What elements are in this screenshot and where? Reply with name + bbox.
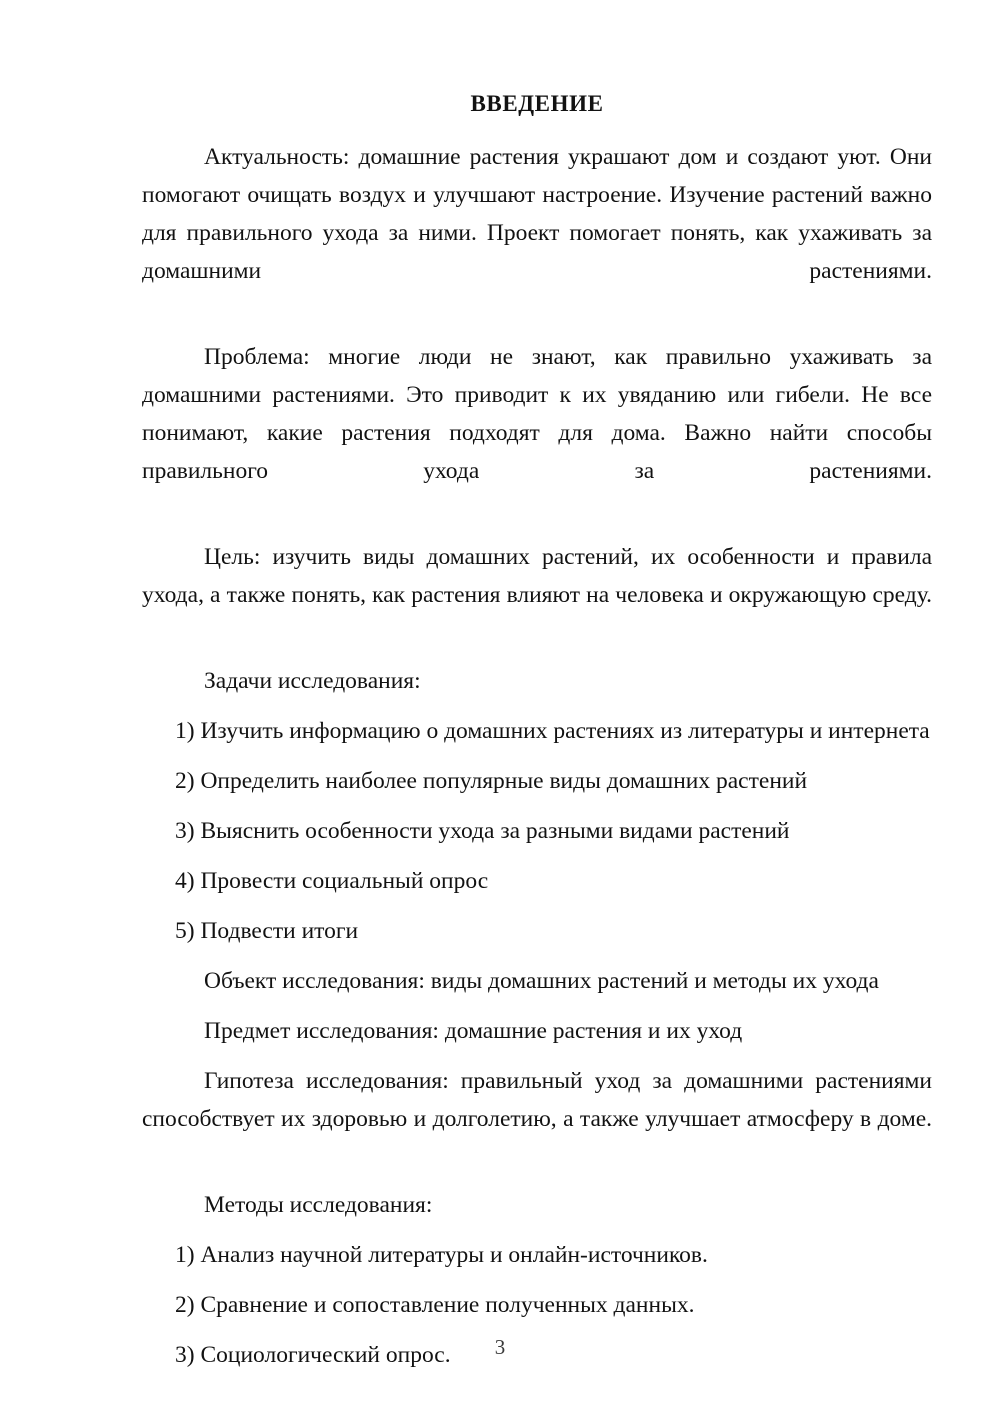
spacer <box>142 750 932 762</box>
spacer <box>142 1000 932 1012</box>
spacer <box>142 800 932 812</box>
paragraph-subject: Предмет исследования: домашние растения и их уход <box>204 1018 743 1044</box>
spacer <box>142 328 932 338</box>
page-number: 3 <box>494 1335 506 1359</box>
document-content <box>142 88 932 1374</box>
spacer <box>142 950 932 962</box>
spacer <box>142 1176 932 1186</box>
page-title: ВВЕДЕНИЕ <box>470 91 604 116</box>
list-item-method-3: 3) Социологический опрос. <box>175 1342 451 1368</box>
spacer <box>142 900 932 912</box>
list-item-task-2: 2) Определить наиболее популярные виды домашних растений <box>175 768 808 794</box>
spacer <box>142 652 932 662</box>
heading-methods: Методы исследования: <box>204 1192 433 1218</box>
spacer <box>142 1050 932 1062</box>
paragraph-relevance: Актуальность: домашние растения украшают дом и создают уют. Они помогают очищать воздух и улучшают настроение. Изучение растений важно для правильного ухода за ними. Проект помогает понять, как ухаживать за домашними растениями. <box>142 144 932 284</box>
spacer <box>142 1274 932 1286</box>
list-item-method-1: 1) Анализ научной литературы и онлайн-источников. <box>175 1242 708 1268</box>
list-item-task-5: 5) Подвести итоги <box>175 918 359 944</box>
list-item-task-3: 3) Выяснить особенности ухода за разными видами растений <box>175 818 790 844</box>
paragraph-hypothesis: Гипотеза исследования: правильный уход за домашними растениями способствует их здоровью и долголетию, а также улучшает атмосферу в доме. <box>142 1068 932 1132</box>
paragraph-object: Объект исследования: виды домашних растений и методы их ухода <box>204 968 879 994</box>
list-item-task-1: 1) Изучить информацию о домашних растениях из литературы и интернета <box>175 718 930 744</box>
heading-tasks: Задачи исследования: <box>204 668 421 694</box>
spacer <box>142 528 932 538</box>
paragraph-problem: Проблема: многие люди не знают, как правильно ухаживать за домашними растениями. Это приводит к их увяданию или гибели. Не все понимают, какие растения подходят для дома. Важно найти способы правильного ухода за растениями. <box>142 344 932 484</box>
list-item-task-4: 4) Провести социальный опрос <box>175 868 489 894</box>
paragraph-goal: Цель: изучить виды домашних растений, их особенности и правила ухода, а также понять, как растения влияют на человека и окружающую среду. <box>142 544 932 608</box>
spacer <box>142 1224 932 1236</box>
list-item-method-2: 2) Сравнение и сопоставление полученных данных. <box>175 1292 695 1318</box>
spacer <box>142 850 932 862</box>
spacer <box>142 700 932 712</box>
